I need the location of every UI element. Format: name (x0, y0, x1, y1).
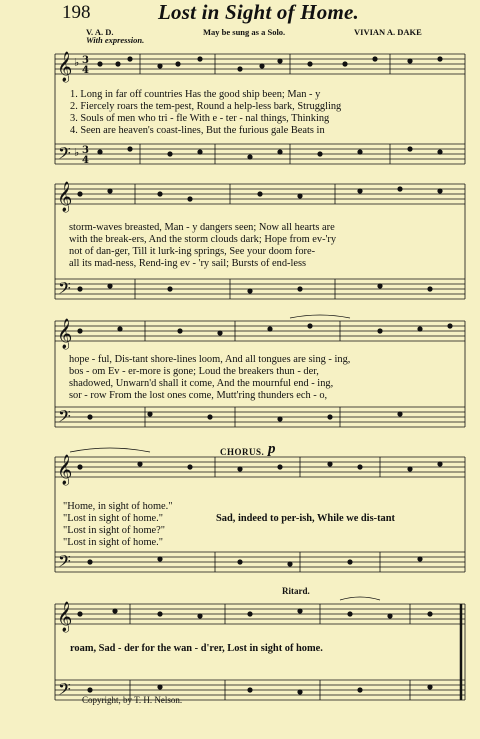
svg-text:𝄢: 𝄢 (58, 406, 71, 430)
lyric-line: 2. Fiercely roars the tem-pest, Round a help-less bark, Struggling (70, 101, 342, 112)
chorus-lyric: Sad, indeed to per-ish, While we dis-tant (216, 513, 395, 524)
svg-text:𝄢: 𝄢 (58, 679, 71, 703)
lyric-line: shadowed, Unwarn'd shall it come, And the mournful end - ing, (69, 378, 334, 389)
svg-text:𝄢: 𝄢 (58, 551, 71, 575)
lyric-line: with the break-ers, And the storm clouds dark; Hope from ev-'ry (69, 234, 337, 245)
svg-text:𝄞: 𝄞 (57, 182, 73, 212)
svg-text:4: 4 (82, 155, 89, 166)
lyric-line: not of dan-ger, Till it lurk-ing springs, See your doom fore- (69, 246, 316, 257)
svg-text:𝄞: 𝄞 (57, 455, 73, 485)
svg-text:𝄢: 𝄢 (58, 278, 71, 302)
svg-text:♭: ♭ (74, 56, 80, 69)
svg-text:3: 3 (82, 145, 89, 156)
ritard-marking: Ritard. (282, 586, 310, 596)
lyric-line: storm-waves breasted, Man - y dangers seen; Now all hearts are (69, 222, 335, 233)
lyric-line: bos - om Ev - er-more is gone; Loud the breakers thun - der, (69, 366, 319, 377)
lyricist-credit: V. A. D. (86, 27, 114, 37)
lyric-line: "Home, in sight of home." (63, 501, 173, 512)
page-number: 198 (62, 2, 91, 23)
svg-text:𝄞: 𝄞 (57, 319, 73, 349)
svg-text:𝄞: 𝄞 (57, 52, 73, 82)
svg-text:3: 3 (82, 55, 89, 66)
lyric-line: "Lost in sight of home?" (63, 525, 165, 536)
svg-text:4: 4 (82, 65, 89, 76)
lyric-line: roam, Sad - der for the wan - d'rer, Lost in sight of home. (70, 643, 323, 654)
lyric-line: 4. Seen are heaven's coast-lines, But the furious gale Beats in (70, 125, 325, 136)
chorus-label: CHORUS. (220, 447, 265, 457)
lyric-line: all its mad-ness, Rend-ing ev - 'ry sail; Bursts of end-less (69, 258, 307, 269)
lyric-line: "Lost in sight of home." (63, 537, 163, 548)
lyric-line: 1. Long in far off countries Has the good ship been; Man - y (70, 89, 321, 100)
dynamic-marking: p (268, 441, 276, 457)
copyright-notice: Copyright, by T. H. Nelson. (82, 695, 183, 705)
hymn-title: Lost in Sight of Home. (158, 0, 360, 24)
lyric-line: "Lost in sight of home." (63, 513, 163, 524)
performance-note: May be sung as a Solo. (203, 27, 286, 37)
svg-text:𝄢: 𝄢 (58, 143, 71, 167)
svg-text:𝄞: 𝄞 (57, 602, 73, 632)
tempo-marking: With expression. (86, 35, 145, 45)
lyric-line: sor - row From the lost ones come, Mutt'ring thunders ech - o, (69, 390, 328, 401)
svg-text:♭: ♭ (74, 146, 80, 159)
lyric-line: 3. Souls of men who tri - fle With e - ter - nal things, Thinking (70, 113, 330, 124)
composer-credit: VIVIAN A. DAKE (354, 27, 422, 37)
lyric-line: hope - ful, Dis-tant shore-lines loom, And all tongues are sing - ing, (69, 354, 351, 365)
